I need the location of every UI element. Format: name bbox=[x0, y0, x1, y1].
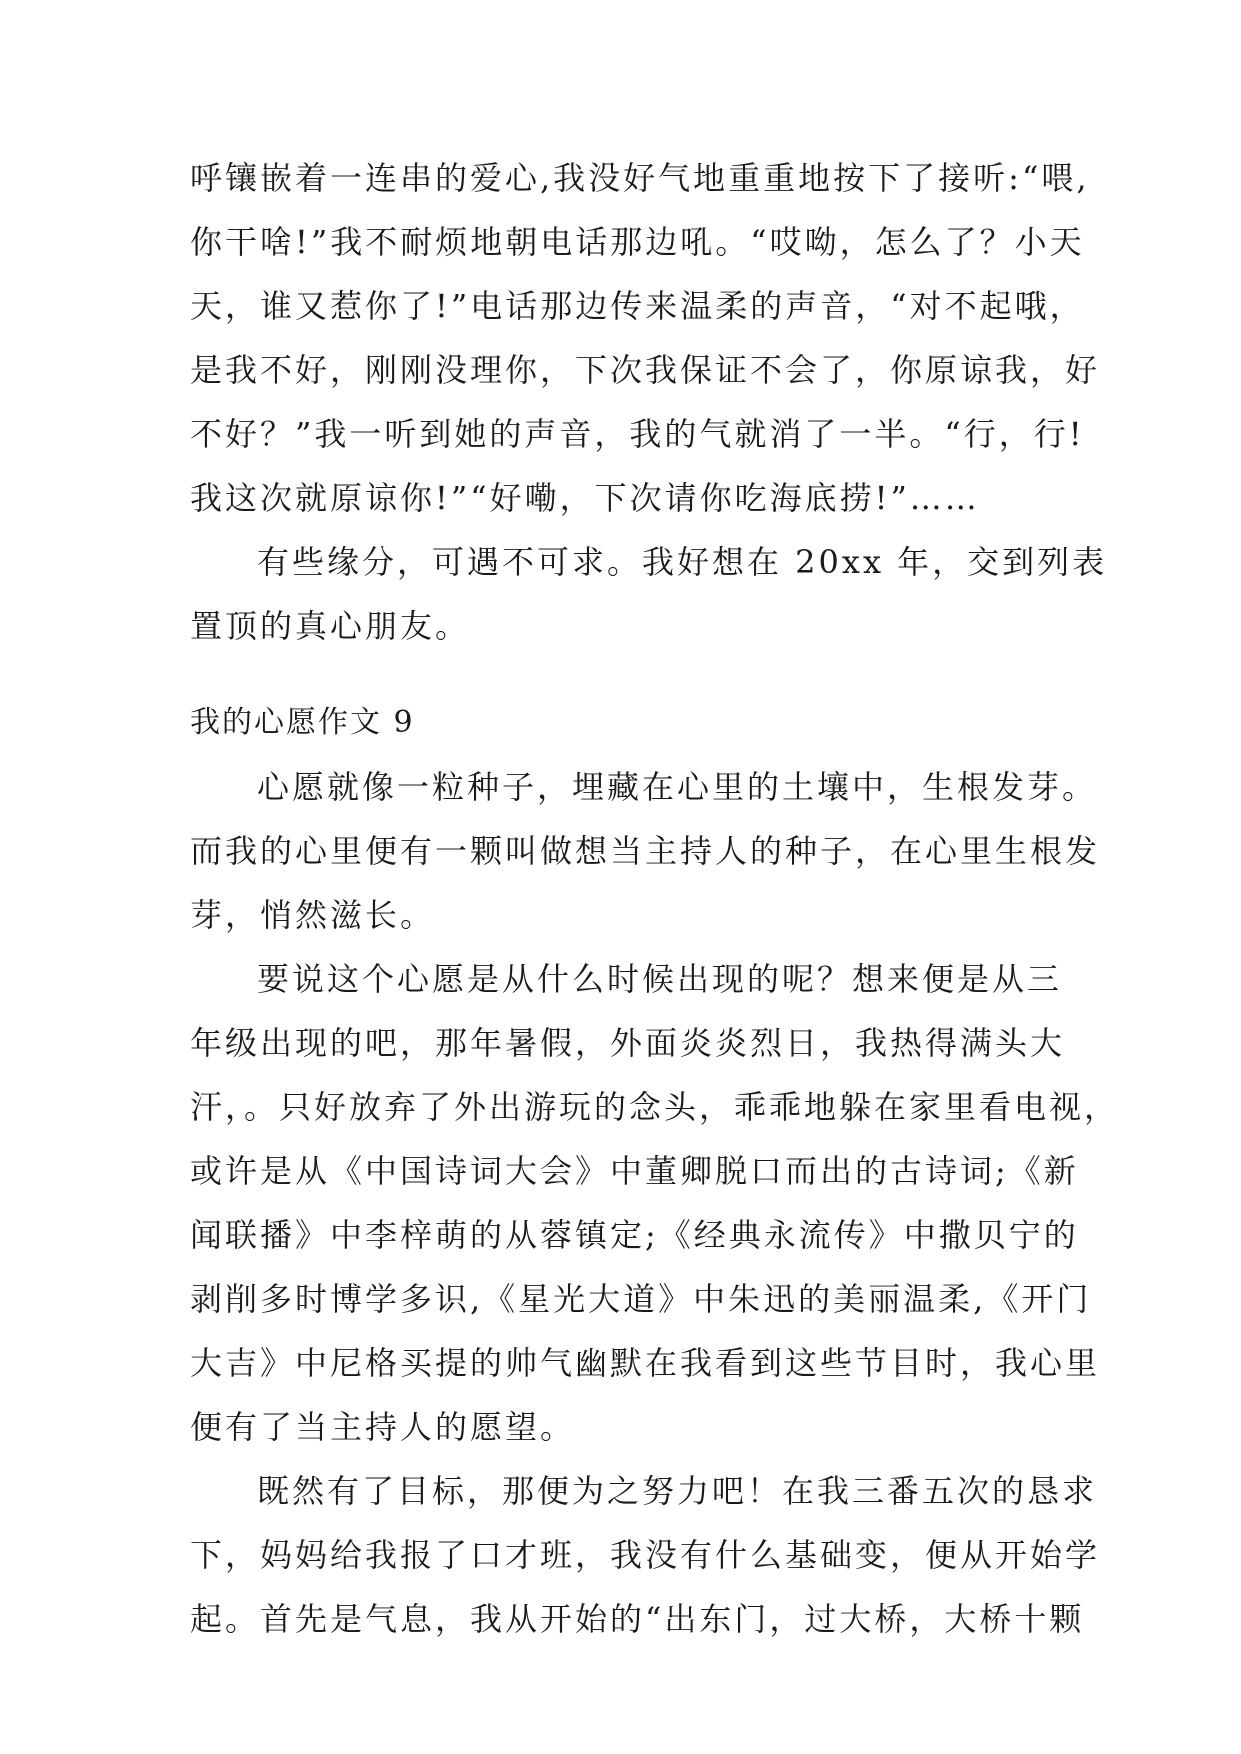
text-line: 便有了当主持人的愿望。 bbox=[190, 1408, 576, 1446]
text-line: 而我的心里便有一颗叫做想当主持人的种子，在心里生根发 bbox=[190, 832, 1101, 870]
text-line: 你干啥!”我不耐烦地朝电话那边吼。“哎呦，怎么了？小天 bbox=[190, 223, 1085, 261]
text-line: 闻联播》中李梓萌的从蓉镇定;《经典永流传》中撒贝宁的 bbox=[190, 1216, 1079, 1254]
text-line: 剥削多时博学多识,《星光大道》中朱迅的美丽温柔,《开门 bbox=[190, 1280, 1092, 1318]
text-line: 汗，。只好放弃了外出游玩的念头，乖乖地躲在家里看电视， bbox=[190, 1088, 1120, 1126]
paragraph-first-line: 要说这个心愿是从什么时候出现的呢？想来便是从三 bbox=[257, 960, 1063, 998]
text-line: 大吉》中尼格买提的帅气幽默在我看到这些节目时，我心里 bbox=[190, 1344, 1101, 1382]
text-line: 下，妈妈给我报了口才班，我没有什么基础变，便从开始学 bbox=[190, 1536, 1101, 1574]
text-line: 起。首先是气息，我从开始的“出东门，过大桥，大桥十颗 bbox=[190, 1600, 1085, 1638]
text-line: 是我不好，刚刚没理你，下次我保证不会了，你原谅我，好 bbox=[190, 351, 1101, 389]
text-line: 天，谁又惹你了!”电话那边传来温柔的声音，“对不起哦， bbox=[190, 287, 1085, 325]
text-line: 或许是从《中国诗词大会》中董卿脱口而出的古诗词;《新 bbox=[190, 1152, 1079, 1190]
text-line: 置顶的真心朋友。 bbox=[190, 607, 471, 645]
paragraph-first-line: 心愿就像一粒种子，埋藏在心里的土壤中，生根发芽。 bbox=[257, 768, 1098, 806]
text-line: 年级出现的吧，那年暑假，外面炎炎烈日，我热得满头大 bbox=[190, 1024, 1066, 1062]
paragraph-first-line: 有些缘分，可遇不可求。我好想在 20xx 年，交到列表 bbox=[257, 543, 1108, 581]
text-line: 呼镶嵌着一连串的爱心,我没好气地重重地按下了接听:“喂, bbox=[190, 159, 1090, 197]
text-line: 我这次就原谅你!”“好嘞，下次请你吃海底捞!”…… bbox=[190, 479, 980, 517]
section-heading: 我的心愿作文 9 bbox=[190, 705, 415, 740]
text-line: 不好？”我一听到她的声音，我的气就消了一半。“行，行! bbox=[190, 415, 1085, 453]
paragraph-first-line: 既然有了目标，那便为之努力吧！在我三番五次的恳求 bbox=[257, 1472, 1098, 1510]
text-line: 芽，悄然滋长。 bbox=[190, 896, 436, 934]
